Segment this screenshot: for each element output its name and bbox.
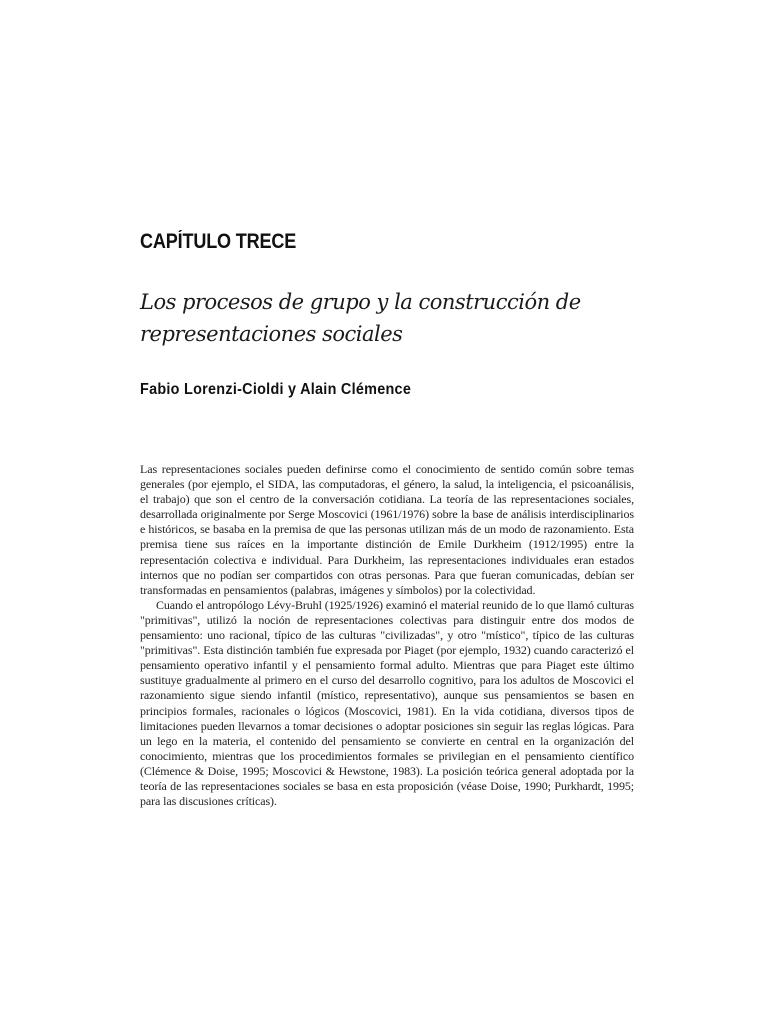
paragraph: Las representaciones sociales pueden definirse como el conocimiento de sentido común sobre temas generales (por ejemplo, el SIDA, las computadoras, el género, la salud, la inteligencia, el psicoanálisis, el trabajo) que son el centro de la conversación cotidiana. La teoría de las representaciones sociales, desarrollada originalmente por Serge Moscovici (1961/1976) sobre la base de análisis interdisciplinarios e históricos, se basaba en la premisa de que las personas utilizan más de un modo de razonamiento. Esta premisa tiene sus raíces en la importante distinción de Emile Durkheim (1912/1995) entre la representación colectiva e individual. Para Durkheim, las representaciones individuales eran estados internos que no podían ser compartidos con otras personas. Para que fueran comunicadas, debían ser transformadas en pensamientos (palabras, imágenes y símbolos) por la colectividad. [140,462,634,597]
body-text [140,462,634,809]
chapter-title: Los procesos de grupo y la construcción de representaciones sociales [140,290,581,346]
paragraph: Cuando el antropólogo Lévy-Bruhl (1925/1926) examinó el material reunido de lo que llamó culturas "primitivas", utilizó la noción de representaciones colectivas para distinguir entre dos modos de pensamiento: uno racional, típico de las culturas "civilizadas", y otro "místico", típico de las culturas "primitivas". Esta distinción también fue expresada por Piaget (por ejemplo, 1932) cuando caracterizó el pensamiento operativo infantil y el pensamiento formal adulto. Mientras que para Piaget este último sustituye gradualmente al primero en el curso del desarrollo cognitivo, para los adultos de Moscovici el razonamiento sigue siendo infantil (místico, representativo), aunque sus pensamientos se basen en principios formales, racionales o lógicos (Moscovici, 1981). En la vida cotidiana, diversos tipos de limitaciones pueden llevarnos a tomar decisiones o adoptar posiciones sin seguir las reglas lógicas. Para un lego en la materia, el contenido del pensamiento se convierte en central en la organización del conocimiento, mientras que los procedimientos formales se privilegian en el pensamiento científico (Clémence & Doise, 1995; Moscovici & Hewstone, 1983). La posición teórica general adoptada por la teoría de las representaciones sociales se basa en esta proposición (véase Doise, 1990; Purkhardt, 1995; para las discusiones críticas). [140,597,634,809]
chapter-label: CAPÍTULO TRECE [140,230,297,253]
chapter-authors: Fabio Lorenzi-Cioldi y Alain Clémence [140,381,412,398]
